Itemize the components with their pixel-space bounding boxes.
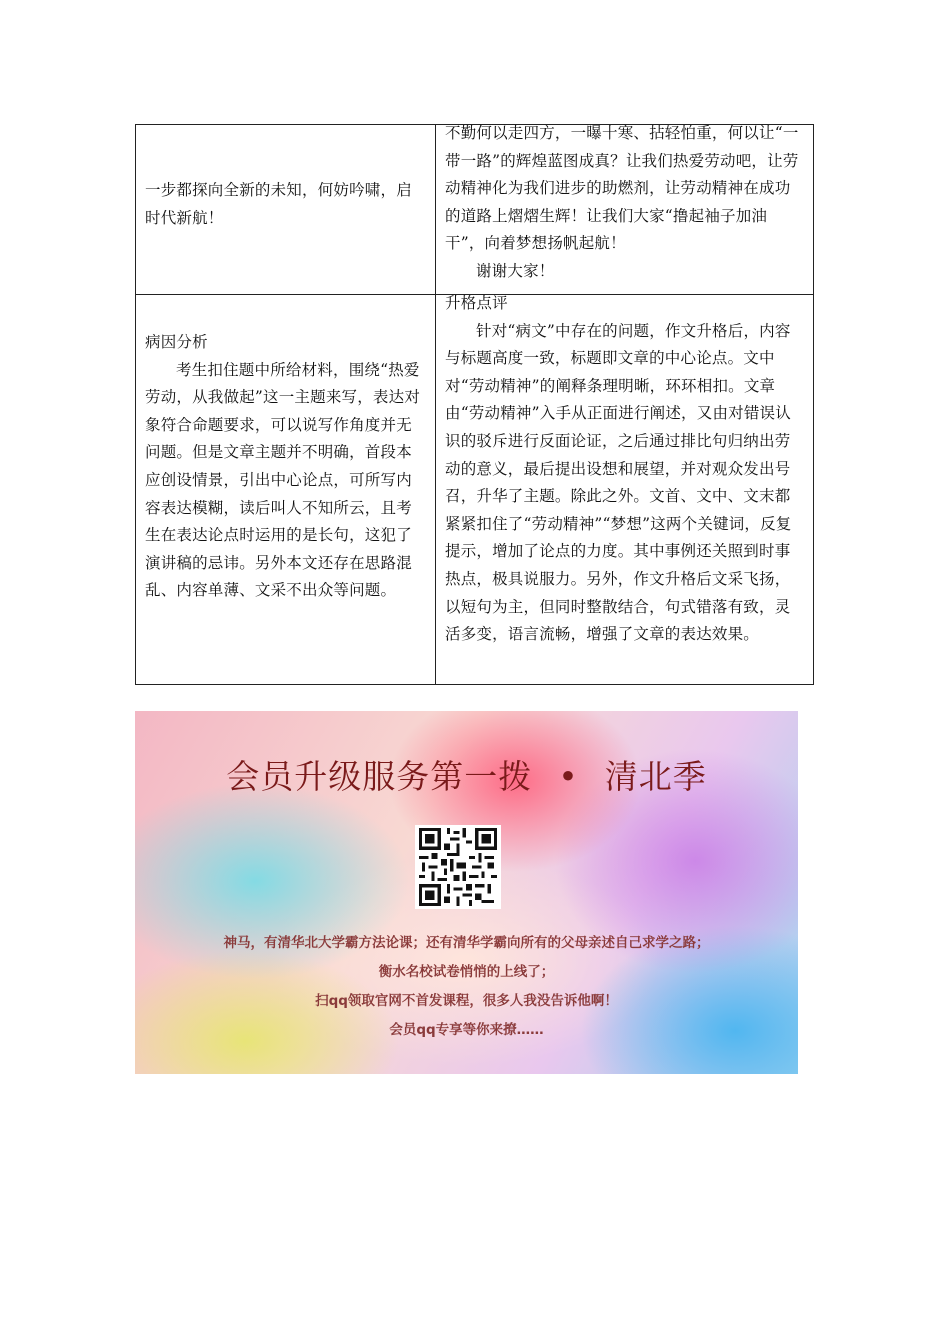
essay-excerpt-ending: 一步都探向全新的未知，何妨吟啸，启时代新航！ [145, 181, 412, 227]
table-row [136, 125, 813, 295]
table-cell-right [436, 294, 813, 684]
banner-title-right: 清北季 [604, 757, 707, 796]
qr-code-icon[interactable] [415, 825, 501, 909]
table-cell-left [136, 294, 436, 684]
promo-line: 神马，有清华北大学霸方法论课；还有清华学霸向所有的父母亲述自己求学之路； [223, 935, 710, 951]
title-separator-dot: • [558, 757, 579, 796]
banner-title-left: 会员升级服务第一拨 [226, 757, 533, 796]
table-cell-right [436, 125, 813, 294]
upgrade-review-heading: 升格点评 [445, 294, 508, 312]
promo-line: 扫qq领取官网不首发课程，很多人我没告诉他啊！ [315, 993, 618, 1009]
table-row [136, 294, 813, 684]
membership-promo-banner[interactable] [135, 711, 798, 1074]
upgraded-essay-ending: 不勤何以走四方，一曝十寒、拈轻怕重，何以让“一带一路”的辉煌蓝图成真？让我们热爱劳动吧，让劳动精神化为我们进步的助燃剂，让劳动精神在成功的道路上熠熠生辉！让我们大家“撸起袖子加油干”，向着梦想扬帆起航！ [445, 124, 799, 253]
promo-line: 衡水名校试卷悄悄的上线了； [378, 964, 555, 980]
upgrade-review-text: 针对“病文”中存在的问题，作文升格后，内容与标题高度一致，标题即文章的中心论点。文中对“劳动精神”的阐释条理明晰，环环相扣。文章由“劳动精神”入手从正面进行阐述，又由对错误认识的驳斥进行反面论证，之后通过排比句归纳出劳动的意义，最后提出设想和展望，并对观众发出号召，升华了主题。除此之外。文首、文中、文末都紧紧扣住了“劳动精神”“梦想”这两个关键词，反复提示，增加了论点的力度。其中事例还关照到时事热点，极具说服力。另外，作文升格后文采飞扬，以短句为主，但同时整散结合，句式错落有致，灵活多变，语言流畅，增强了文章的表达效果。 [445, 321, 792, 644]
diagnosis-heading: 病因分析 [145, 333, 208, 351]
promo-line: 会员qq专享等你来撩…… [389, 1022, 544, 1038]
banner-title [135, 751, 798, 798]
promo-text-lines [135, 929, 798, 1045]
closing-thanks: 谢谢大家！ [476, 261, 555, 280]
table-cell-left [136, 125, 436, 294]
qr-code-graphic [418, 828, 498, 906]
diagnosis-text: 考生扣住题中所给材料，围绕“热爱劳动，从我做起”这一主题来写，表达对象符合命题要求，可以说写作角度并无问题。但是文章主题并不明确，首段本应创设情景，引出中心论点，可所写内容表达模糊，读后叫人不知所云，且考生在表达论点时运用的是长句，这犯了演讲稿的忌讳。另外本文还存在思路混乱、内容单薄、文采不出众等问题。 [145, 360, 421, 600]
analysis-table [135, 124, 814, 685]
